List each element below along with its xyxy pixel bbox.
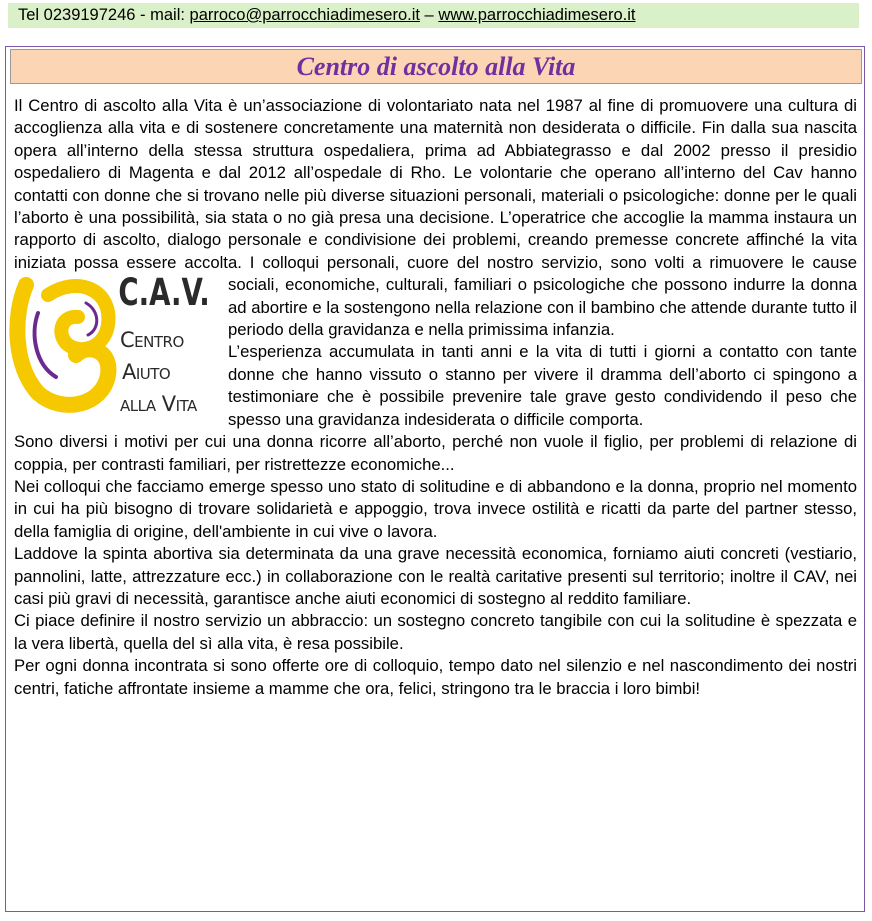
logo-acronym: C.A.V.	[118, 269, 210, 314]
paragraph-1-part-b: personali, cuore del nostro servizio, sono volti a rimuovere le cause sociali, economiche, culturali, familiari o psicologiche che possono indurre la donna ad abortire e la sostengono nella relazione con il bambino che attende durante tutto il periodo della gravidanza e nella primissima infanzia.	[228, 252, 857, 340]
contact-separator: –	[419, 6, 439, 24]
paragraph-6: Ci piace definire il nostro servizio un abbraccio: un sostegno concreto tangibile con cui la solitudine è spezzata e la vera libertà, quella del sì alla vita, è resa possibile.	[14, 611, 857, 653]
logo-line-aiuto: Aiuto	[122, 359, 171, 384]
cav-logo-graphic	[8, 255, 220, 431]
paragraph-4: Nei colloqui che facciamo emerge spesso uno stato di solitudine e di abbandono e la donna, proprio nel momento in cui ha più bisogno di trovare solidarietà e appoggio, trova invece ostilità e ricatti da parte del partner stesso, della famiglia di origine, dell'ambiente in cui vive o lavora.	[14, 476, 857, 541]
paragraph-7: Per ogni donna incontrata si sono offerte ore di colloquio, tempo dato nel silenzio e nel nascondimento dei nostri centri, fatiche affrontate insieme a mamme che ora, felici, stringono tra le braccia i loro bimbi!	[14, 656, 857, 698]
website-link[interactable]: www.parrocchiadimesero.it	[438, 6, 636, 24]
email-link[interactable]: parroco@parrocchiadimesero.it	[189, 6, 420, 24]
logo-line-alla-vita: alla Vita	[120, 391, 197, 416]
cav-logo	[8, 255, 220, 431]
title-bar	[10, 49, 862, 84]
phone-mail-label: Tel 0239197246 - mail:	[18, 6, 190, 24]
paragraph-5: Laddove la spinta abortiva sia determinata da una grave necessità economica, forniamo aiuti concreti (vestiario, pannolini, latte, attrezzature ecc.) in collaborazione con le realtà caritative presenti sul territorio; inoltre il CAV, nei casi più gravi di necessità, garantisce anche aiuti economici di sostegno al reddito familiare.	[14, 544, 857, 608]
paragraph-3: Sono diversi i motivi per cui una donna ricorre all’aborto, perché non vuole il figlio, per problemi di relazione di coppia, per contrasti familiari, per ristrettezze economiche...	[14, 432, 857, 474]
paragraph-2: L’esperienza accumulata in tanti anni e la vita di tutti i giorni a contatto con tante donne che hanno vissuto o stanno per vivere il dramma dell’aborto ci spingono a testimoniare che è possibile prevenire tale grave gesto condividendo il peso che spesso una gravidanza indesiderata o difficile comporta.	[228, 342, 857, 429]
article-body	[14, 95, 857, 700]
logo-swirl-inner	[48, 286, 108, 349]
paragraph-1-part-a: Il Centro di ascolto alla Vita è un’associazione di volontariato nata nel 1987 al fine di promuovere una cultura di accoglienza alla vita e di sostenere concretamente una maternità non desiderata o difficile. Fin dalla sua nascita opera all’interno della stessa struttura ospedaliera, prima ad Abbiategrasso e dal 2002 presso il presidio ospedaliero di Magenta e dal 2012 all’ospedale di Rho. Le volontarie che operano all’interno del Cav hanno contatti con donne che si trovano nelle più diverse situazioni personali, materiali o psicologiche: donne per le quali l’aborto è una possibilità, sia stata o no già presa una decisione. L’operatrice che accoglie la mamma instaura un rapporto di ascolto, dialogo personale e condivisione dei problemi, creando premesse concrete affinché la vita iniziata possa essere accolta. I colloqui	[14, 96, 857, 272]
article-title: Centro di ascolto alla Vita	[296, 52, 576, 81]
logo-swirl-accent-2	[86, 303, 97, 335]
contact-bar	[8, 3, 859, 28]
logo-line-centro: Centro	[120, 327, 184, 352]
logo-swirl-accent	[35, 313, 56, 377]
